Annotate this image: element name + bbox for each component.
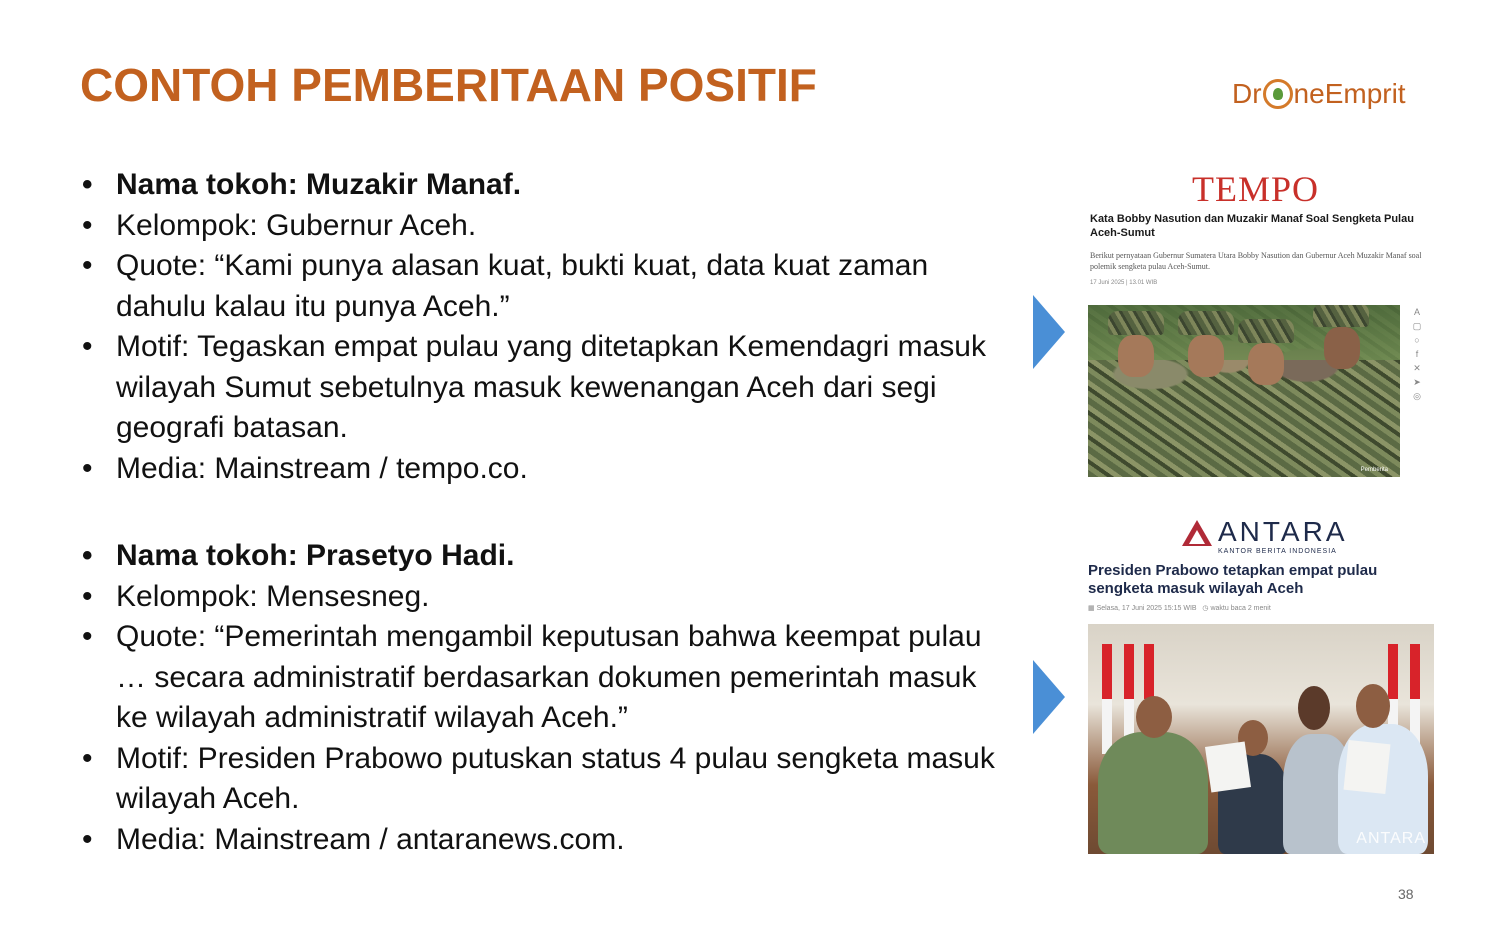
antara-wordmark: ANTARA: [1218, 516, 1348, 547]
tempo-headline[interactable]: Kata Bobby Nasution dan Muzakir Manaf Soal Sengketa Pulau Aceh-Sumut: [1090, 213, 1414, 239]
whatsapp-icon[interactable]: ○: [1414, 335, 1420, 345]
tempo-date: 17 Juni 2025 | 13.01 WIB: [1090, 280, 1158, 286]
list-item: • Quote: “Pemerintah mengambil keputusan bahwa keempat pulau … secara administratif berdasarkan dokumen pemerintah masuk ke wilayah administratif wilayah Aceh.”: [78, 617, 996, 739]
page-number: 38: [1398, 886, 1414, 902]
drone-emprit-logo: [1232, 72, 1406, 116]
section-prasetyo-list: [78, 536, 1016, 860]
list-item: • Nama tokoh: Prasetyo Hadi.: [78, 536, 1016, 577]
list-item: • Motif: Tegaskan empat pulau yang ditetapkan Kemendagri masuk wilayah Sumut sebetulnya masuk kewenangan Aceh dari segi geografi batasan.: [78, 327, 986, 449]
logo-text-right: neEmprit: [1293, 78, 1406, 109]
antara-watermark: ANTARA: [1356, 830, 1426, 847]
facebook-icon[interactable]: f: [1415, 349, 1419, 359]
photo-credit: Pemberita: [1360, 467, 1388, 473]
section-muzakir-list: [78, 165, 1016, 489]
list-item: • Media: Mainstream / antaranews.com.: [78, 820, 1016, 861]
tempo-photo: [1088, 305, 1400, 477]
tempo-logo: TEMPO: [1192, 169, 1320, 209]
link-icon[interactable]: ◎: [1413, 391, 1421, 401]
calendar-icon: ▦: [1088, 605, 1097, 612]
antara-meta: ▦ Selasa, 17 Juni 2025 15:15 WIB ◷ waktu baca 2 menit: [1088, 605, 1271, 612]
antara-mark-icon: [1180, 518, 1214, 546]
list-item: • Quote: “Kami punya alasan kuat, bukti kuat, data kuat zaman dahulu kalau itu punya Aceh.”: [78, 246, 936, 327]
antara-headline[interactable]: Presiden Prabowo tetapkan empat pulau sengketa masuk wilayah Aceh: [1088, 562, 1378, 597]
antara-photo: [1088, 624, 1434, 854]
telegram-icon[interactable]: ➤: [1413, 377, 1421, 387]
list-item: • Motif: Presiden Prabowo putuskan status 4 pulau sengketa masuk wilayah Aceh.: [78, 739, 996, 820]
bird-icon: [1263, 79, 1293, 109]
list-item: • Media: Mainstream / tempo.co.: [78, 449, 1016, 490]
slide-title: CONTOH PEMBERITAAN POSITIF: [80, 59, 817, 111]
list-item: • Kelompok: Mensesneg.: [78, 577, 1016, 618]
arrow-right-icon: [1033, 295, 1065, 369]
x-icon[interactable]: ✕: [1413, 363, 1421, 373]
logo-text-left: Dr: [1232, 78, 1262, 109]
tempo-lead: Berikut pernyataan Gubernur Sumatera Utara Bobby Nasution dan Gubernur Aceh Muzakir Manaf soal polemik sengketa pulau Aceh-Sumut.: [1090, 251, 1422, 271]
list-item: • Nama tokoh: Muzakir Manaf.: [78, 165, 1016, 206]
text-size-icon[interactable]: A: [1413, 307, 1420, 317]
bookmark-icon[interactable]: ▢: [1412, 321, 1422, 331]
clock-icon: ◷: [1202, 605, 1211, 612]
antara-logo: [1180, 518, 1348, 555]
list-item: • Kelompok: Gubernur Aceh.: [78, 206, 1016, 247]
antara-subtitle: KANTOR BERITA INDONESIA: [1218, 548, 1337, 555]
share-sidebar: [1400, 305, 1434, 477]
arrow-right-icon: [1033, 660, 1065, 734]
